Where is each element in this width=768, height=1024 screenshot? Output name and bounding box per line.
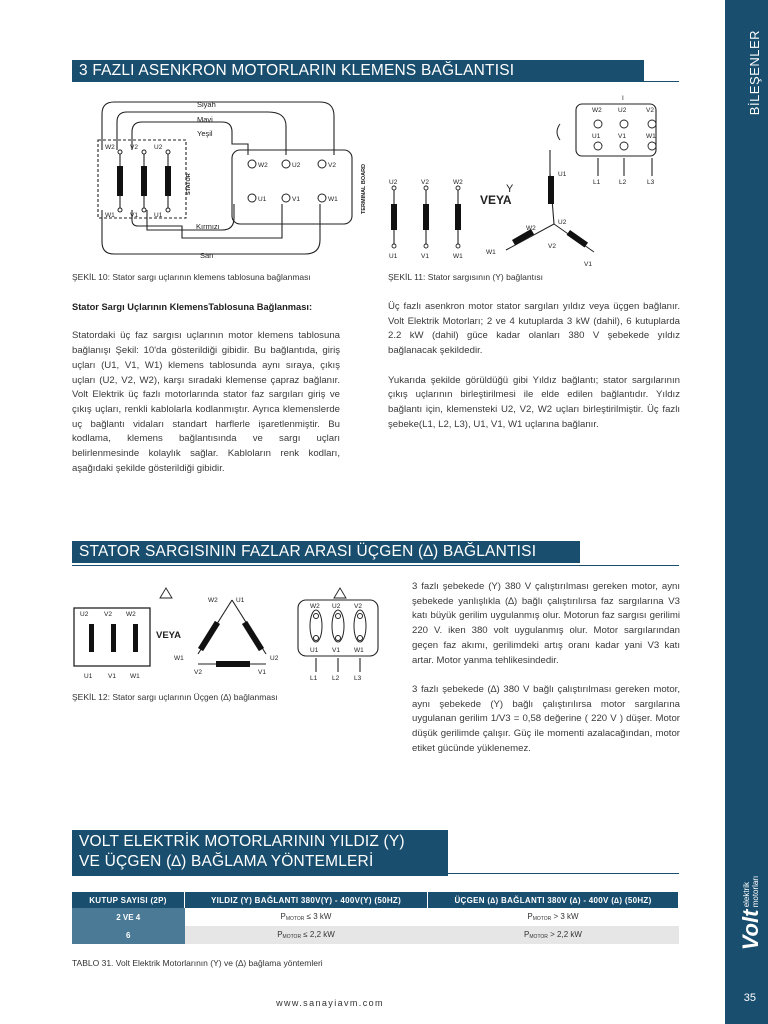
y-coil-2	[423, 204, 429, 230]
tri-label-3: W1	[174, 655, 184, 662]
left-term-bottom-2: V1	[130, 212, 138, 219]
board-bottom-3: W1	[328, 196, 338, 203]
wire-label-4: Kırmızı	[196, 222, 220, 231]
board-bottom-2: V1	[292, 196, 300, 203]
delta-coil-2	[111, 624, 116, 652]
delta-veya-label: VEYA	[156, 630, 181, 641]
y-star-coil-1	[548, 176, 554, 204]
left-term-top-2: V2	[130, 144, 138, 151]
table-row	[72, 926, 679, 944]
y-coil-top-1: U2	[389, 179, 398, 186]
stator-label: STATOR	[186, 173, 192, 195]
table-header-poles: KUTUP SAYISI (2P)	[72, 892, 185, 908]
box-bottom-3: W1	[646, 133, 656, 140]
y-coil-top-2: V2	[421, 179, 429, 186]
delta-box-bottom-3: W1	[354, 647, 364, 654]
star-value: ≤ 2,2 kW	[303, 930, 335, 939]
footer-url[interactable]: www.sanayiavm.com	[276, 998, 384, 1008]
box-top-1: W2	[592, 107, 602, 114]
p-sub: MOTOR	[532, 916, 552, 922]
row-poles: 6	[72, 926, 185, 944]
table-31-caption: TABLO 31. Volt Elektrik Motorlarının (Y) ve (∆) bağlama yöntemleri	[72, 958, 323, 968]
sidebar	[725, 0, 768, 1024]
delta-box-top-1: W2	[310, 603, 320, 610]
delta-coil-top-1: U2	[80, 611, 89, 618]
p-sub: MOTOR	[282, 934, 302, 940]
section3-underline	[72, 873, 679, 874]
line-l1: L1	[593, 179, 601, 186]
section2-right-column	[412, 580, 680, 756]
box-top-2: U2	[618, 107, 627, 114]
delta-coil-1	[89, 624, 94, 652]
board-top-3: V2	[328, 162, 336, 169]
wire-label-1: Siyah	[197, 100, 216, 109]
delta-value: > 2,2 kW	[550, 930, 582, 939]
line-l3: L3	[647, 179, 655, 186]
coil-1	[117, 166, 123, 196]
row-star-value	[185, 908, 428, 926]
brand-tagline	[742, 876, 760, 908]
star-label-4: V2	[548, 243, 556, 250]
section1-right-paragraph-2: Yukarıda şekilde görüldüğü gibi Yıldız bağlantı; stator sargılarının çıkış uçlarının birleştirilmesi ile elde edilen bağlantıdır. Yıldız bağlantı için, klemensteki U2, V2, W2 uçları birleştirilmiştir. Üç fazlı şebeke(L1, L2, L3), U1, V1, W1 uçlarına bağlanır.	[388, 374, 680, 430]
p-sub: MOTOR	[529, 934, 548, 940]
table-header-star: YILDIZ (Y) BAĞLANTI 380V(Y) - 400V(Y) (50HZ)	[185, 892, 428, 908]
section1-left-paragraph: Statordaki üç faz sargısı uçlarının motor klemens tablosuna bağlanışı Şekil: 10'da gösterildiği gibidir. Bu bağlantıda, giriş uçları (U1, V1, W1) klemens tablosunda aynı sıraya, çıkış uçları (U2, V2, W2), karşı sıradaki klemense çapraz bağlanır. Volt Elektrik üç fazlı motorlarında stator faz sargıları giriş ve çıkış uçları, renkli kablolarla kodlanmıştır. Ayrıca klemenslerde uç bağlantı vidaları standart harflerle işaretlenmiştir. Bu kodlama, klemens bağlantısında ve sargı uçları belirlenmesinde kolaylık sağlar. Kabloların renk kodları, aşağıdaki şekilde gösterildiği gibidir.	[72, 330, 340, 474]
star-label-1: U1	[558, 171, 567, 178]
connection-methods-table	[72, 892, 679, 944]
section3-title-line-2: VE ÜÇGEN (∆) BAĞLAMA YÖNTEMLERİ	[79, 853, 374, 870]
star-label-5: W1	[486, 249, 496, 256]
delta-coil-bottom-1: U1	[84, 673, 93, 680]
delta-value: > 3 kW	[553, 912, 579, 921]
box-bottom-2: V1	[618, 133, 626, 140]
wire-label-5: Sarı	[200, 251, 214, 260]
board-top-1: W2	[258, 162, 268, 169]
section-label: BİLEŞENLER	[747, 30, 762, 116]
y-coil-bottom-3: W1	[453, 253, 463, 260]
wire-label-2: Mavi	[197, 115, 213, 124]
table-row	[72, 908, 679, 926]
delta-side-2	[242, 621, 264, 651]
figure-11-caption: ŞEKİL 11: Stator sargısının (Y) bağlantısı	[388, 272, 543, 282]
figure-10-caption: ŞEKİL 10: Stator sargı uçlarının klemens tablosuna bağlanması	[72, 272, 311, 282]
delta-coil-bottom-2: V1	[108, 673, 116, 680]
board-top-2: U2	[292, 162, 301, 169]
y-coil-bottom-1: U1	[389, 253, 398, 260]
tri-label-5: V2	[194, 669, 202, 676]
coil-2	[141, 166, 147, 196]
box-top-label: I	[622, 95, 624, 102]
section1-underline	[72, 81, 679, 82]
tri-label-1: W2	[208, 597, 218, 604]
delta-side-1	[198, 621, 220, 651]
p-letter: P	[527, 912, 533, 921]
tri-label-2: U1	[236, 597, 245, 604]
veya-label: VEYA	[480, 193, 512, 207]
left-term-top-1: W2	[105, 144, 115, 151]
row-delta-value	[428, 926, 679, 944]
tri-label-4: U2	[270, 655, 279, 662]
p-letter: P	[277, 930, 283, 939]
section3-title-line-1: VOLT ELEKTRİK MOTORLARININ YILDIZ (Y)	[79, 833, 405, 850]
delta-side-3	[216, 661, 250, 667]
delta-line-l2: L2	[332, 675, 340, 682]
section1-right-paragraph-1: Üç fazlı asenkron motor stator sargıları yıldız veya üçgen bağlanır. Volt Elektrik Motorları; 2 ve 4 kutuplarda 3 kW (dahil), 6 kutuplarda 2.2 kW (dahil) güce kadar olanları 380 V şebekede yıldız bağlanacak şekildedir.	[388, 301, 680, 357]
star-label-6: V1	[584, 261, 592, 268]
star-label-3: W2	[526, 225, 536, 232]
left-term-bottom-3: U1	[154, 212, 163, 219]
star-label-2: U2	[558, 219, 567, 226]
brand-sub-2: motorları	[751, 876, 760, 908]
section1-title: 3 FAZLI ASENKRON MOTORLARIN KLEMENS BAĞLANTISI	[72, 60, 644, 82]
delta-coil-3	[133, 624, 138, 652]
wire-label-3: Yeşil	[197, 129, 213, 138]
delta-box-bottom-1: U1	[310, 647, 319, 654]
box-bottom-1: U1	[592, 133, 601, 140]
brand-name: Volt	[738, 909, 763, 951]
line-l2: L2	[619, 179, 627, 186]
section2-underline	[72, 565, 679, 566]
brand-logo	[738, 876, 764, 950]
y-coil-3	[455, 204, 461, 230]
figure-12-caption: ŞEKİL 12: Stator sargı uçlarının Üçgen (∆) bağlanması	[72, 692, 278, 702]
terminal-board-label: TERMINAL BOARD	[361, 163, 367, 214]
row-delta-value	[428, 908, 679, 926]
figure-12-diagram	[72, 580, 392, 684]
left-term-bottom-1: W1	[105, 212, 115, 219]
y-coil-1	[391, 204, 397, 230]
section1-left-column	[72, 300, 340, 476]
row-poles: 2 VE 4	[72, 908, 185, 926]
section2-title: STATOR SARGISININ FAZLAR ARASI ÜÇGEN (∆) BAĞLANTISI	[72, 541, 580, 563]
coil-3	[165, 166, 171, 196]
p-letter: P	[524, 930, 530, 939]
table-header-delta: ÜÇGEN (∆) BAĞLANTI 380V (∆) - 400V (∆) (50HZ)	[428, 892, 679, 908]
delta-coil-bottom-3: W1	[130, 673, 140, 680]
row-star-value	[185, 926, 428, 944]
tri-label-6: V1	[258, 669, 266, 676]
left-term-top-3: U2	[154, 144, 163, 151]
figure-10-diagram	[72, 92, 382, 270]
brand-sub-1: elektrik	[742, 882, 751, 908]
delta-box-top-2: U2	[332, 603, 341, 610]
delta-line-l3: L3	[354, 675, 362, 682]
y-star-coil-2	[567, 230, 588, 248]
delta-coil-top-3: W2	[126, 611, 136, 618]
y-coil-top-3: W2	[453, 179, 463, 186]
section3-title	[72, 830, 448, 876]
delta-line-l1: L1	[310, 675, 318, 682]
box-top-3: V2	[646, 107, 654, 114]
delta-box-bottom-2: V1	[332, 647, 340, 654]
p-sub: MOTOR	[285, 916, 305, 922]
section1-subheading: Stator Sargı Uçlarının KlemensTablosuna Bağlanması:	[72, 302, 313, 312]
p-letter: P	[280, 912, 286, 921]
delta-coil-top-2: V2	[104, 611, 112, 618]
section1-right-column	[388, 300, 680, 432]
y-coil-bottom-2: V1	[421, 253, 429, 260]
star-value: ≤ 3 kW	[306, 912, 332, 921]
board-bottom-1: U1	[258, 196, 267, 203]
delta-box-top-3: V2	[354, 603, 362, 610]
figure-11-diagram	[384, 92, 684, 270]
section2-paragraph-1: 3 fazlı şebekede (Y) 380 V çalıştırılması gereken motor, aynı şebekede yanlışlıkla (∆) bağlı çalıştırılırsa faz sargılarına V3 katı büyük gerilim uygulanmış olur. Motorun faz sargısı gerilimi 220 V. iken 380 volt uygulanmış olur. Motor sargılarından geçen faz akımı, gerilimdeki artış oranı kadar yani V3 katı artar. Motor yanma tehlikesindedir.	[412, 581, 680, 666]
page-number: 35	[743, 992, 756, 1004]
y-symbol: Y	[506, 183, 514, 195]
section2-paragraph-2: 3 fazlı şebekede (∆) 380 V bağlı çalıştırılması gereken motor, aynı şebekede (Y) bağlı çalıştırılırsa motor sargılarına uygulanan gerilim 1/V3 = 0,58 değerine ( 220 V ) düşer. Motor düşük gerilimde çalışır. Güç ile momenti azalacağından, motor etiket gücünde yüklenemez.	[412, 683, 680, 754]
